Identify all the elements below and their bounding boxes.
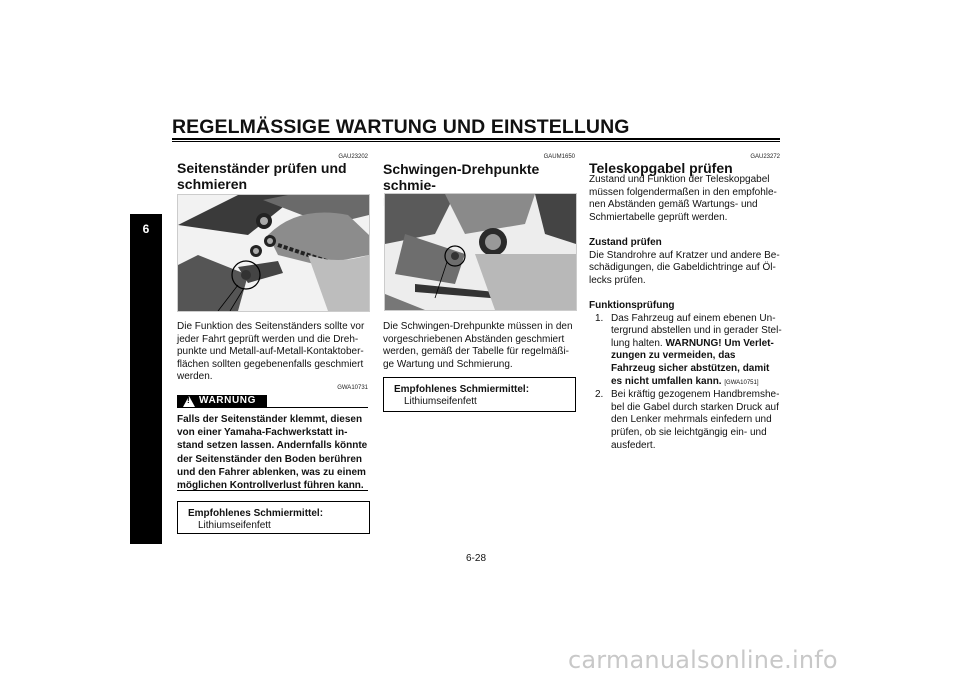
text-line: werden. <box>177 371 213 383</box>
chapter-tab[interactable] <box>130 214 162 544</box>
text-line: Schmiertabelle geprüft werden. <box>589 211 728 223</box>
inline-warning: WARNUNG! Um Verlet- <box>665 337 774 349</box>
watermark: carmanualsonline.info <box>568 646 838 674</box>
subheading-condition: Zustand prüfen <box>589 237 662 248</box>
warning-end-rule <box>177 490 368 491</box>
swingarm-body-text <box>383 321 579 371</box>
warning-label: WARNUNG <box>199 395 256 406</box>
text-line: lecks prüfen. <box>589 274 646 286</box>
chapter-number: 6 <box>142 222 150 236</box>
text-line: von einer Yamaha-Fachwerkstatt in- <box>177 427 348 439</box>
text-line: und den Fahrer ablenken, was zu einem <box>177 466 366 478</box>
function-steps <box>589 313 785 453</box>
fork-function-section <box>589 300 785 452</box>
text-line: möglichen Kontrollverlust führen kann. <box>177 480 364 492</box>
text-line: müssen folgendermaßen in den empfohle- <box>589 186 777 198</box>
sidestand-body-text <box>177 321 369 384</box>
fork-intro-text <box>589 174 783 224</box>
inline-warning: zungen zu vermeiden, das <box>611 350 736 362</box>
inline-warning: Fahrzeug sicher abstützen, damit <box>611 362 770 374</box>
step-number: 2. <box>595 389 604 401</box>
swingarm-pivot-photo <box>385 194 576 310</box>
text-line: bel die Gabel durch starken Druck auf <box>611 401 779 413</box>
lubricant-box-sidestand <box>177 501 370 534</box>
text-line: Die Standrohre auf Kratzer und andere Be- <box>589 249 780 261</box>
warning-badge: ! WARNUNG <box>177 395 267 408</box>
lubricant-box-swingarm <box>383 377 576 412</box>
title-rule <box>172 138 780 142</box>
text-line: Das Fahrzeug auf einem ebenen Un- <box>611 312 776 324</box>
lubricant-value: Lithiumseifenfett <box>404 396 477 407</box>
warning-rule <box>267 407 368 408</box>
page-number: 6-28 <box>466 553 487 564</box>
text-line: werden, gemäß der Tabelle für regelmäßi- <box>383 346 570 358</box>
text-line: prüfen, ob sie leichtgängig ein- und <box>611 426 767 438</box>
text-line: flächen sollten gegebenenfalls geschmiert <box>177 358 364 370</box>
page-title: REGELMÄSSIGE WARTUNG UND EINSTELLUNG <box>172 116 630 138</box>
lubricant-title: Empfohlenes Schmiermittel: <box>394 384 530 395</box>
section-code: GAU23202 <box>338 154 368 160</box>
text-line: Bei kräftig gezogenem Handbremshe- <box>611 389 780 401</box>
list-item <box>589 313 785 390</box>
text-line: Falls der Seitenständer klemmt, diesen <box>177 414 363 425</box>
text-line: Die Funktion des Seitenständers sollte vor <box>177 321 365 332</box>
section-heading-sidestand: Seitenständer prüfen und schmieren <box>177 160 347 192</box>
text-line: jeder Fahrt geprüft werden und die Dreh- <box>177 333 359 345</box>
text-line: nen Abständen gemäß Wartungs- und <box>589 199 758 211</box>
sidestand-warning-text <box>177 413 371 492</box>
text-line: stand setzen lassen. Andernfalls könnte <box>177 440 368 452</box>
step-number: 1. <box>595 312 604 324</box>
sidestand-lubrication-photo <box>178 195 369 311</box>
fork-condition-section <box>589 237 783 287</box>
text-line: der Seitenständer den Boden berühren <box>177 453 363 465</box>
warning-code: GWA10731 <box>337 385 368 391</box>
swingarm-pivot-photo-frame <box>384 193 577 311</box>
subheading-function: Funktionsprüfung <box>589 300 675 311</box>
text-line: schädigungen, die Gabeldichtringe auf Öl- <box>589 262 776 274</box>
section-heading-fork: Teleskopgabel prüfen <box>589 160 733 176</box>
section-code: GAU23272 <box>750 154 780 160</box>
text-line: ge Wartung und Schmierung. <box>383 358 513 370</box>
text-line: ausfedert. <box>611 439 656 451</box>
text-line: Zustand und Funktion der Teleskopgabel <box>589 174 770 185</box>
heading-line: Schwingen-Drehpunkte schmie- <box>383 161 540 193</box>
section-code: GAUM1650 <box>543 154 575 160</box>
text-line: lung halten. <box>611 337 663 349</box>
inline-warning: es nicht umfallen kann. <box>611 375 722 387</box>
lubricant-title: Empfohlenes Schmiermittel: <box>188 508 324 519</box>
list-item <box>589 389 785 452</box>
sidestand-lubrication-photo-frame <box>177 194 370 312</box>
warning-code: [GWA10751] <box>724 379 759 386</box>
lubricant-value: Lithiumseifenfett <box>198 520 271 531</box>
text-line: tergrund abstellen und in gerader Stel- <box>611 325 782 337</box>
text-line: Die Schwingen-Drehpunkte müssen in den <box>383 321 573 332</box>
text-line: vorgeschriebenen Abständen geschmiert <box>383 333 565 345</box>
text-line: punkte und Metall-auf-Metall-Kontaktober- <box>177 346 364 358</box>
text-line: den Lenker mehrmals einfedern und <box>611 414 772 426</box>
